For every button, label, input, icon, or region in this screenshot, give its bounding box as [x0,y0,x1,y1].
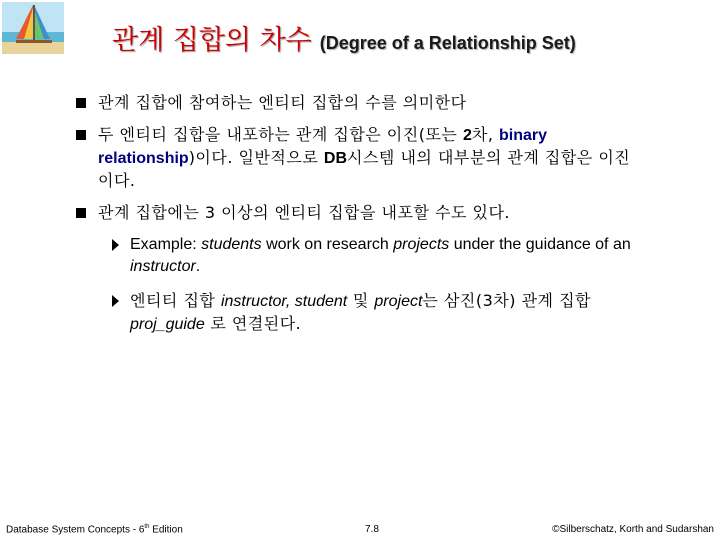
sub-text-part: work on research [261,236,394,253]
bullet-bold-two: 2 [462,127,472,144]
sub-text-part: . [195,258,201,275]
sub-italic-projects: projects [393,236,450,253]
bullet-text-part: 시스템 내의 대부분의 관계 집합은 이진이다. [98,148,631,190]
sub-bullet-item [110,234,636,278]
sailboat-logo-icon [2,2,64,54]
bullet-list [76,92,636,348]
square-bullet-icon [76,130,86,140]
sub-italic-project: project [374,293,423,310]
footer-edition-tail: Edition [149,524,183,536]
triangle-arrow-icon [112,295,119,307]
sub-text-part: 로 연결된다. [204,314,302,333]
binary-relationship-term: binary relationship [98,127,548,167]
footer-book-title: Database System Concepts - 6 [6,524,145,536]
sub-text-part: under the guidance of an [449,236,631,253]
sub-bullet-item [110,290,636,336]
sub-italic-entities: instructor, student [220,293,348,310]
sub-text-part: 엔티티 집합 [130,291,221,310]
square-bullet-icon [76,208,86,218]
sub-italic-proj-guide: proj_guide [130,316,205,333]
bullet-text: 관계 집합에 참여하는 엔티티 집합의 수를 의미한다 [98,93,467,112]
bullet-item [76,92,636,115]
title-english: (Degree of a Relationship Set) [319,33,576,53]
page-number: 7.8 [365,524,379,535]
footer-copyright: ©Silberschatz, Korth and Sudarshan [552,524,714,535]
sub-text-part: 및 [347,291,375,310]
footer-edition-sup: th [144,524,150,530]
bullet-item [76,124,636,193]
sub-text-part: 는 삼진(3차) 관계 집합 [422,291,591,310]
bullet-text-part: 차, [471,125,500,144]
bullet-text-part: 두 엔티티 집합을 내포하는 관계 집합은 이진(또는 [98,125,463,144]
slide-title [112,18,712,57]
bullet-text-part: )이다. 일반적으로 [188,148,324,167]
square-bullet-icon [76,98,86,108]
footer-left [6,524,183,535]
title-korean: 관계 집합의 차수 [112,25,312,56]
bullet-item [76,202,636,225]
sub-italic-students: students [201,236,262,253]
bullet-bold-db: DB [323,150,347,167]
bullet-text: 관계 집합에는 3 이상의 엔티티 집합을 내포할 수도 있다. [98,203,510,222]
triangle-arrow-icon [112,239,119,251]
sub-italic-instructor: instructor [130,258,196,275]
sub-text-part: Example: [130,236,202,253]
